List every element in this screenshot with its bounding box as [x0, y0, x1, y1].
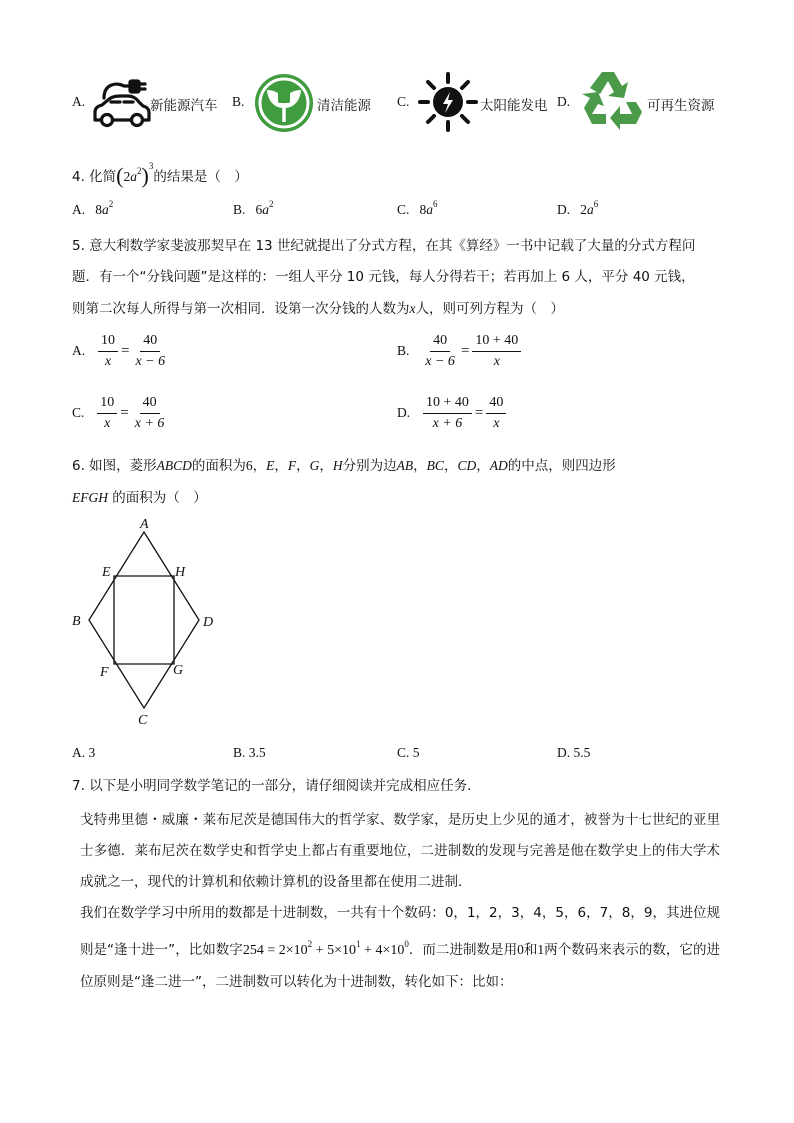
- q5-line-1: 5. 意大利数学家斐波那契早在 13 世纪就提出了分式方程，在其《算经》一书中记载了大量的分式方程问: [72, 238, 696, 254]
- label-a: A: [140, 517, 149, 532]
- q3-option-b-caption: 清洁能源: [317, 98, 371, 114]
- recycle-icon: [580, 68, 644, 130]
- q6-line-1: 6. 如图，菱形ABCD的面积为6，E，F，G，H分别为边AB，BC，CD，AD的中点，则四边形: [72, 458, 616, 474]
- rhombus-abcd: [89, 532, 199, 708]
- q4-stem: 4. 化简$(2a^2)^3$的结果是（ ）: [72, 161, 248, 188]
- q3-option-c-letter: C.: [397, 94, 410, 109]
- label-g: G: [173, 663, 184, 678]
- q7-intro: 7. 以下是小明同学数学笔记的一部分，请仔细阅读并完成相应任务．: [72, 778, 481, 794]
- label-c: C: [138, 713, 148, 728]
- q6-stem: [72, 450, 732, 514]
- q5-option-a: A. $\frac{10}{x}$ = $\frac{40}{x - 6}$: [72, 333, 166, 369]
- q4-option-a: A. $8a^2$: [72, 199, 114, 217]
- q5-option-b: B. $\frac{40}{x - 6}$ = $\frac{10 + 40}{x}$: [397, 333, 521, 370]
- q3-option-d-caption: 可再生资源: [647, 98, 715, 114]
- q3-option-a-letter: A.: [72, 94, 86, 109]
- q3-option-c-caption: 太阳能发电: [480, 98, 548, 114]
- q4-option-c: C. $8a^6$: [397, 199, 438, 217]
- q5-line-2: 题．有一个“分钱问题”是这样的：一组人平分 10 元钱，每人分得若干；若再加上 6 人，平分 40 元钱，: [72, 269, 695, 285]
- ev-car-icon: [90, 74, 152, 130]
- q5-option-c: C. $\frac{10}{x}$ = $\frac{40}{x + 6}$: [72, 395, 165, 431]
- q6-option-c: C. 5: [397, 745, 420, 760]
- q4-prefix: 4. 化简: [72, 169, 117, 185]
- q5-option-d: D. $\frac{10 + 40}{x + 6}$ = $\frac{40}{x}$: [397, 395, 506, 432]
- q3-option-d-letter: D.: [557, 94, 571, 109]
- q5-stem: [72, 231, 732, 325]
- q4-option-d: D. $2a^6$: [557, 199, 599, 217]
- clean-energy-plug-icon: [253, 72, 315, 134]
- q6-option-d: D. 5.5: [557, 745, 591, 760]
- label-b: B: [72, 614, 81, 629]
- rectangle-efgh: [114, 576, 174, 664]
- q4-option-b: B. $6a^2$: [233, 199, 274, 217]
- rhombus-diagram: [60, 510, 230, 730]
- label-h: H: [175, 565, 186, 580]
- q3-option-b-letter: B.: [232, 94, 245, 109]
- q6-option-b: B. 3.5: [233, 745, 266, 760]
- label-d: D: [203, 615, 214, 630]
- q4-suffix: 的结果是（ ）: [153, 169, 248, 185]
- q4-expr-inner-exp: 2: [137, 166, 142, 176]
- q4-expr-coef: 2: [123, 169, 131, 184]
- q6-option-a: A. 3: [72, 745, 96, 760]
- q5-line-3: 则第二次每人所得与第一次相同．设第一次分钱的人数为x人，则可列方程为（ ）: [72, 301, 564, 317]
- label-f: F: [100, 665, 109, 680]
- solar-power-icon: [418, 72, 478, 132]
- q3-option-a-caption: 新能源汽车: [150, 98, 218, 114]
- label-e: E: [102, 565, 111, 580]
- q6-line-2: EFGH 的面积为（ ）: [72, 490, 207, 506]
- q4-expr-var: a: [130, 169, 137, 184]
- q7-paragraph-1: 戈特弗里德・威廉・莱布尼茨是德国伟大的哲学家、数学家，是历史上少见的通才，被誉为十七世纪的亚里士多德．莱布尼茨在数学史和哲学史上都占有重要地位，二进制数的发现与完善是他在数学史上的伟大学术成就之一，现代的计算机和依赖计算机的设备里都在使用二进制．: [80, 812, 720, 890]
- q7-paragraph-2: 我们在数学学习中所用的数都是十进制数，一共有十个数码：0，1，2，3，4，5，6，7，8，9，其进位规则是“逢十进一”，比如数字$254 = 2\times 10^2 + 5\times 10^1 + 4\times 10^0$．而二进制数是用0和1两个数码来表示的数，它的进位原则是“逢二进一”，二进制数可以转化为十进制数，转化如下：比如：: [80, 905, 720, 990]
- q4-expr-outer-exp: 3: [148, 161, 154, 171]
